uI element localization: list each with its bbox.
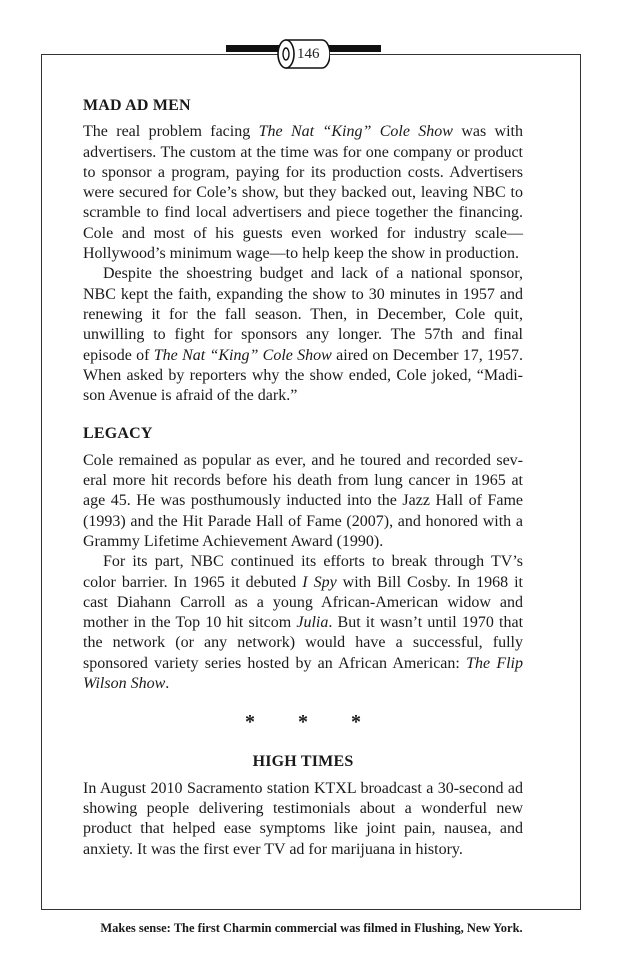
paragraph: The real problem facing The Nat “King” Cole Show was with advertisers. The custom at the time was for one company or product to sponsor a program, paying for its production costs. Advertisers were secured for Cole’s show, but they backed out, leaving NBC to scramble to find local advertisers and piece together the financing. Cole and most of his guests even worked for industry scale—Hollywood’s minimum wage—to help keep the show in production. [83, 123, 523, 263]
page-content [83, 96, 523, 878]
section-heading: MAD AD MEN [83, 97, 191, 114]
section-mad-ad-men [83, 96, 523, 406]
page-number: 146 [297, 46, 320, 62]
header-rule-left [226, 45, 282, 52]
section-legacy [83, 424, 523, 694]
sidebar-text: In August 2010 Sacramento station KTXL broadcast a 30-second ad showing people delivering testimonials about a wonderful new product that helped ease symptoms like joint pain, nausea, and anxiety. It was the first ever TV ad for marijuana in history. [83, 779, 523, 858]
italic-title: The Flip Wilson Show [83, 654, 523, 693]
italic-title: Julia [296, 614, 329, 632]
italic-title: The Nat “King” Cole Show [258, 123, 453, 141]
paragraph: Cole remained as popular as ever, and he toured and recorded several more hit records before his death from lung cancer in 1965 at age 45. He was posthumously inducted into the Jazz Hall of Fame (1993) and the Hit Parade Hall of Fame (2007), and honored with a Grammy Lifetime Achievement Award (1990). [83, 451, 523, 550]
section-heading: LEGACY [83, 425, 153, 443]
sidebar-heading: HIGH TIMES [252, 753, 354, 771]
paragraph: For its part, NBC continued its efforts to break through TV’s color barrier. In 1965 it debuted I Spy with Bill Cosby. In 1968 it cast Diahann Carroll as a young African-American widow and mother in the Top 10 hit sitcom Julia. But it wasn’t until 1970 that the network (or any network) would have a successful, fully sponsored variety series hosted by an African American: The Flip Wilson Show. [83, 553, 524, 693]
paragraph: Despite the shoestring budget and lack of a national sponsor, NBC kept the faith, expanding the show to 30 minutes in 1957 and renewing it for the fall season. Then, in December, Cole quit, unwilling to fight for sponsors any longer. The 57th and final episode of The Nat “King” Cole Show aired on December 17, 1957. When asked by reporters why the show ended, Cole joked, “Madison Avenue is afraid of the dark.” [83, 265, 524, 405]
sidebar-high-times [83, 752, 523, 859]
italic-title: The Nat “King” Cole Show [153, 346, 332, 364]
header-rule-right [325, 45, 381, 52]
section-separator: * * * [245, 711, 361, 734]
italic-title: I Spy [302, 573, 337, 591]
footer-note: Makes sense: The first Charmin commercial was filmed in Flushing, New York. [100, 921, 523, 935]
